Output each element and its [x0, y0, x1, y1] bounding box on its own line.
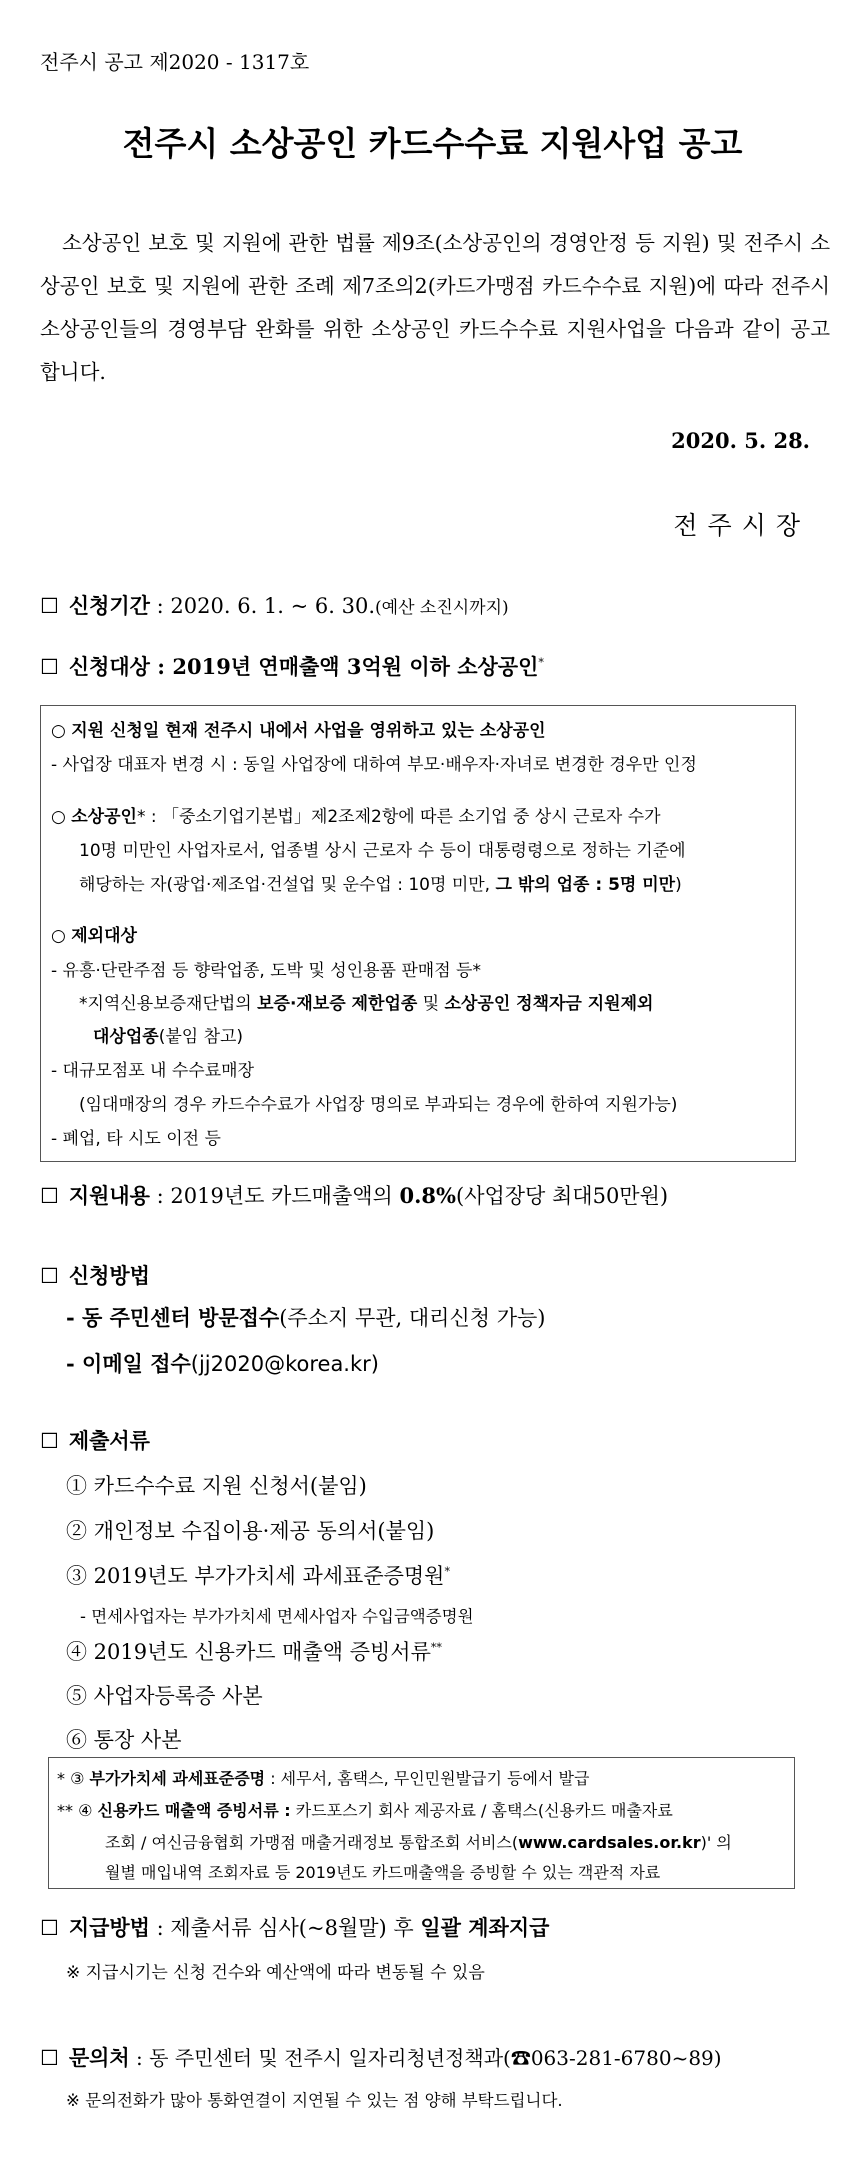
eligibility-line-8: *지역신용보증재단법의 보증·재보증 제한업종 및 소상공인 정책자금 지원제외 — [79, 994, 654, 1014]
note-line-4: 월별 매입내역 조회자료 등 2019년도 카드매출액을 증빙할 수 있는 객관적 자료 — [105, 1863, 661, 1882]
checkbox-icon: ☐ — [40, 655, 59, 679]
eligibility-line-6: ○ 제외대상 — [51, 926, 137, 946]
checkbox-icon: ☐ — [40, 1184, 59, 1208]
note-line-3: 조회 / 여신금융협회 가맹점 매출거래정보 통합조회 서비스(www.cardsales.or.kr)' 의 — [105, 1833, 732, 1852]
eligibility-line-10: - 대규모점포 내 수수료매장 — [51, 1061, 254, 1081]
note-line-2: ** ④ 신용카드 매출액 증빙서류 : 카드포스기 회사 제공자료 / 홈택스(신용카드 매출자료 — [57, 1801, 673, 1820]
eligibility-line-2: - 사업장 대표자 변경 시 : 동일 사업장에 대하여 부모·배우자·자녀로 변경한 경우만 인정 — [51, 755, 697, 775]
checkbox-icon: ☐ — [40, 1264, 59, 1288]
method-visit: - 동 주민센터 방문접수(주소지 무관, 대리신청 가능) — [66, 1305, 546, 1330]
contact-label: 문의처 — [68, 2045, 130, 2070]
eligibility-line-12: - 폐업, 타 시도 이전 등 — [51, 1129, 221, 1149]
method-email: - 이메일 접수(jj2020@korea.kr) — [66, 1351, 379, 1376]
document-item: ⑤ 사업자등록증 사본 — [66, 1684, 263, 1708]
document-subnote: - 면세사업자는 부가가치세 면세사업자 수입금액증명원 — [80, 1607, 474, 1626]
target-label: 신청대상 — [68, 654, 150, 679]
document-item: ③ 2019년도 부가가치세 과세표준증명원* — [66, 1564, 450, 1588]
section-support: ☐ 지원내용 : 2019년도 카드매출액의 0.8%(사업장당 최대50만원) — [40, 1183, 669, 1208]
contact-note: ※ 문의전화가 많아 통화연결이 지연될 수 있는 점 양해 부탁드립니다. — [66, 2091, 563, 2110]
section-period — [40, 590, 509, 620]
eligibility-line-7: - 유흥·단란주점 등 향락업종, 도박 및 성인용품 판매점 등* — [51, 961, 481, 981]
section-method — [40, 1260, 150, 1290]
document-number: 전주시 공고 제2020 - 1317호 — [40, 50, 310, 74]
payment-label: 지급방법 — [68, 1915, 150, 1940]
documents-label: 제출서류 — [68, 1428, 150, 1453]
circle-icon: ○ — [51, 721, 66, 741]
section-documents — [40, 1425, 150, 1455]
period-label: 신청기간 — [68, 593, 150, 618]
target-mark: * — [538, 656, 544, 669]
eligibility-line-3: ○ 소상공인* : 「중소기업기본법」제2조제2항에 따른 소기업 중 상시 근로자 수가 — [51, 807, 661, 827]
period-note: (예산 소진시까지) — [375, 598, 509, 618]
intro-paragraph: 소상공인 보호 및 지원에 관한 법률 제9조(소상공인의 경영안정 등 지원) 및 전주시 소상공인 보호 및 지원에 관한 조례 제7조의2(카드가맹점 카드수수료 지원)에 따라 전주시 소상공인들의 경영부담 완화를 위한 소상공인 카드수수료 지원사업을 다음과 같이 공고합니다. — [40, 231, 830, 384]
note-line-1: * ③ 부가가치세 과세표준증명 : 세무서, 홈택스, 무인민원발급기 등에서 발급 — [57, 1769, 590, 1788]
target-value: : 2019년 연매출액 3억원 이하 소상공인 — [149, 654, 539, 679]
section-payment: ☐ 지급방법 : 제출서류 심사(~8월말) 후 일괄 계좌지급 — [40, 1915, 550, 1940]
checkbox-icon: ☐ — [40, 1916, 59, 1940]
period-value: : 2020. 6. 1. ~ 6. 30. — [149, 594, 376, 618]
section-contact: ☐ 문의처 : 동 주민센터 및 전주시 일자리청년정책과(☎063-281-6780~89) — [40, 2045, 722, 2070]
notice-date: 2020. 5. 28. — [671, 428, 810, 453]
support-label: 지원내용 — [68, 1183, 150, 1208]
eligibility-line-1: ○ 지원 신청일 현재 전주시 내에서 사업을 영위하고 있는 소상공인 — [51, 721, 546, 741]
eligibility-line-5: 해당하는 자(광업·제조업·건설업 및 운수업 : 10명 미만, 그 밖의 업종 : 5명 미만) — [79, 875, 682, 895]
checkbox-icon: ☐ — [40, 2046, 59, 2070]
notice-title: 전주시 소상공인 카드수수료 지원사업 공고 — [122, 124, 743, 163]
section-target — [40, 651, 544, 681]
circle-icon: ○ — [51, 807, 66, 827]
eligibility-box — [40, 705, 796, 1162]
eligibility-line-4: 10명 미만인 사업자로서, 업종별 상시 근로자 수 등이 대통령령으로 정하는 기준에 — [79, 841, 686, 861]
documents-notes-box — [48, 1757, 795, 1889]
document-item: ① 카드수수료 지원 신청서(붙임) — [66, 1474, 367, 1498]
document-item: ② 개인정보 수집이용·제공 동의서(붙임) — [66, 1519, 435, 1543]
document-item: ④ 2019년도 신용카드 매출액 증빙서류** — [66, 1640, 442, 1664]
eligibility-line-11: (임대매장의 경우 카드수수료가 사업장 명의로 부과되는 경우에 한하여 지원가능) — [79, 1095, 678, 1115]
eligibility-line-9: 대상업종(붙임 참고) — [93, 1027, 244, 1047]
issuer: 전주시장 — [673, 511, 810, 540]
payment-note: ※ 지급시기는 신청 건수와 예산액에 따라 변동될 수 있음 — [66, 1963, 485, 1983]
method-label: 신청방법 — [68, 1263, 150, 1288]
checkbox-icon: ☐ — [40, 594, 59, 618]
circle-icon: ○ — [51, 926, 66, 946]
checkbox-icon: ☐ — [40, 1429, 59, 1453]
document-item: ⑥ 통장 사본 — [66, 1728, 182, 1752]
